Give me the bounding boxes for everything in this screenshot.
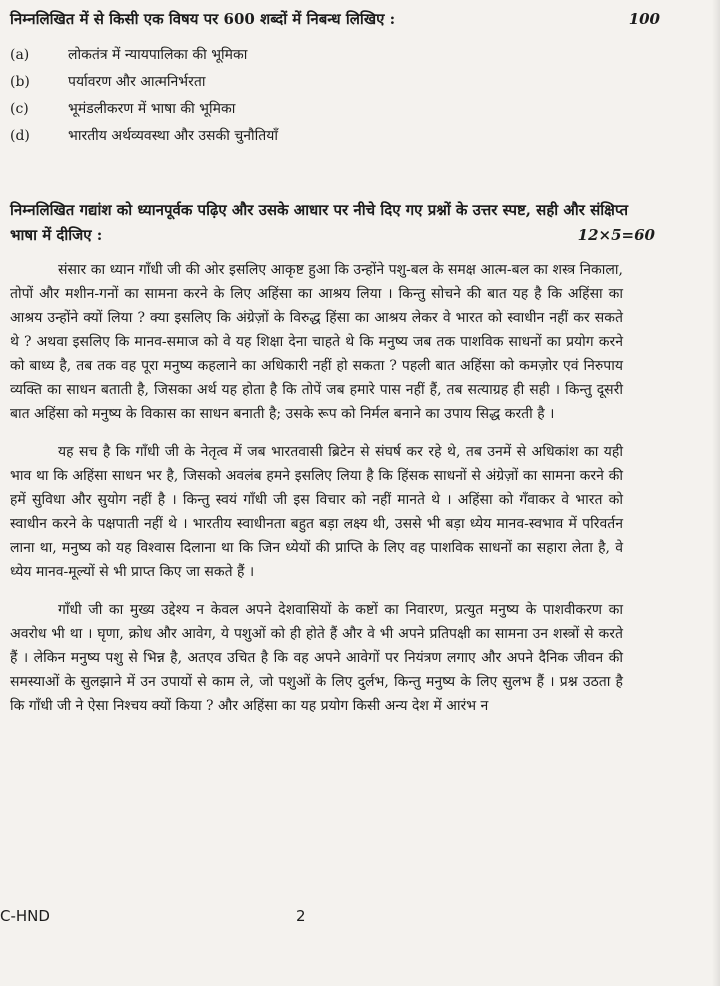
- passage-paragraph-1: संसार का ध्यान गाँधी जी की ओर इसलिए आकृष्ट हुआ कि उन्होंने पशु-बल के समक्ष आत्म-बल का शस्त्र निकाला, तोपों और मशीन-गनों का सामना करने के लिए अहिंसा का आश्रय लिया । किन्तु सोचने की बात यह है कि अहिंसा का आश्रय उन्होंने क्यों लिया ? क्या इसलिए कि अंग्रेज़ों के विरुद्ध हिंसा का आश्रय लेकर वे भारत को स्वाधीन नहीं कर सकते थे ? अथवा इसलिए कि मानव-समाज को वे यह शिक्षा देना चाहते थे कि मनुष्य जब तक पाशविक साधनों का प्रयोग करने को बाध्य है, तब तक वह पूरा मनुष्य कहलाने का अधिकारी नहीं हो सकता ? पहली बात अहिंसा को कमज़ोर एवं निरुपाय व्यक्ति का साधन बताती है, जिसका अर्थ यह होता है कि तोपें जब हमारे पास नहीं हैं, तब सत्याग्रह ही सही । किन्तु दूसरी बात अहिंसा को मनुष्य के विकास का साधन बनाती है; उसके रूप को निर्मल बनाने का उपाय सिद्ध करती है ।: [10, 262, 623, 422]
- comprehension-passage: [10, 258, 623, 732]
- essay-topic-list: [10, 42, 610, 150]
- passage-paragraph-2: यह सच है कि गाँधी जी के नेतृत्व में जब भारतवासी ब्रिटेन से संघर्ष कर रहे थे, तब उनमें से अधिकांश का यही भाव था कि अहिंसा साधन भर है, जिसको अवलंब हमने इसलिए लिया है कि हिंसक साधनों से अंग्रेज़ों का सामना करने की हमें सुविधा और सुयोग नहीं है । किन्तु स्वयं गाँधी जी इस विचार को नहीं मानते थे । अहिंसा को गँवाकर वे भारत को स्वाधीन करने के पक्षपाती नहीं थे । भारतीय स्वाधीनता बहुत बड़ा लक्ष्य थी, उससे भी बड़ा ध्येय मानव-स्वभाव में परिवर्तन लाना था, मनुष्य को यह विश्वास दिलाना था कि जिन ध्येयों की प्राप्ति के लिए वह पाशविक साधनों का सहारा लेता है, वे ध्येय मानव-मूल्यों से भी प्राप्त किए जा सकते हैं ।: [10, 444, 623, 580]
- option-text: लोकतंत्र में न्यायपालिका की भूमिका: [68, 47, 248, 63]
- essay-topic-d: [10, 123, 610, 150]
- option-text: भूमंडलीकरण में भाषा की भूमिका: [68, 101, 236, 117]
- question2-marks: 12×5=60: [577, 226, 655, 244]
- scan-edge-shadow: [712, 0, 720, 986]
- essay-topic-b: [10, 69, 610, 96]
- essay-topic-c: [10, 96, 610, 123]
- option-label: (b): [10, 74, 30, 90]
- paper-code: C-HND: [0, 907, 50, 925]
- page-footer: [0, 907, 720, 937]
- option-label: (c): [10, 101, 29, 117]
- page-number: 2: [296, 907, 306, 925]
- passage-paragraph-3: गाँधी जी का मुख्य उद्देश्य न केवल अपने देशवासियों के कष्टों का निवारण, प्रत्युत मनुष्य के पाशवीकरण का अवरोध भी था । घृणा, क्रोध और आवेग, ये पशुओं को ही होते हैं और वे भी अपने प्रतिपक्षी का सामना उन शस्त्रों से करते हैं । लेकिन मनुष्य पशु से भिन्न है, अतएव उचित है कि वह अपने आवेगों पर नियंत्रण लगाए और अपने दैनिक जीवन की समस्याओं के सुलझाने में उन उपायों से काम ले, जो पशुओं के लिए दुर्लभ, किन्तु मनुष्य के लिए सुलभ हैं । प्रश्न उठता है कि गाँधी जी ने ऐसा निश्चय क्यों किया ? और अहिंसा का यह प्रयोग किसी अन्य देश में आरंभ न: [10, 602, 623, 714]
- question2-heading: निम्नलिखित गद्यांश को ध्यानपूर्वक पढ़िए और उसके आधार पर नीचे दिए गए प्रश्नों के उत्तर स्पष्ट, सही और संक्षिप्त भाषा में दीजिए :: [10, 201, 629, 244]
- question1-heading: निम्नलिखित में से किसी एक विषय पर 600 शब्दों में निबन्ध लिखिए :: [10, 10, 396, 28]
- option-text: भारतीय अर्थव्यवस्था और उसकी चुनौतियाँ: [68, 128, 278, 144]
- option-label: (a): [10, 47, 30, 63]
- option-label: (d): [10, 128, 30, 144]
- question1-heading-row: [10, 8, 660, 30]
- question1-marks: 100: [628, 10, 660, 28]
- essay-topic-a: [10, 42, 610, 69]
- option-text: पर्यावरण और आत्मनिर्भरता: [68, 74, 206, 90]
- question2-heading-row: [10, 198, 655, 248]
